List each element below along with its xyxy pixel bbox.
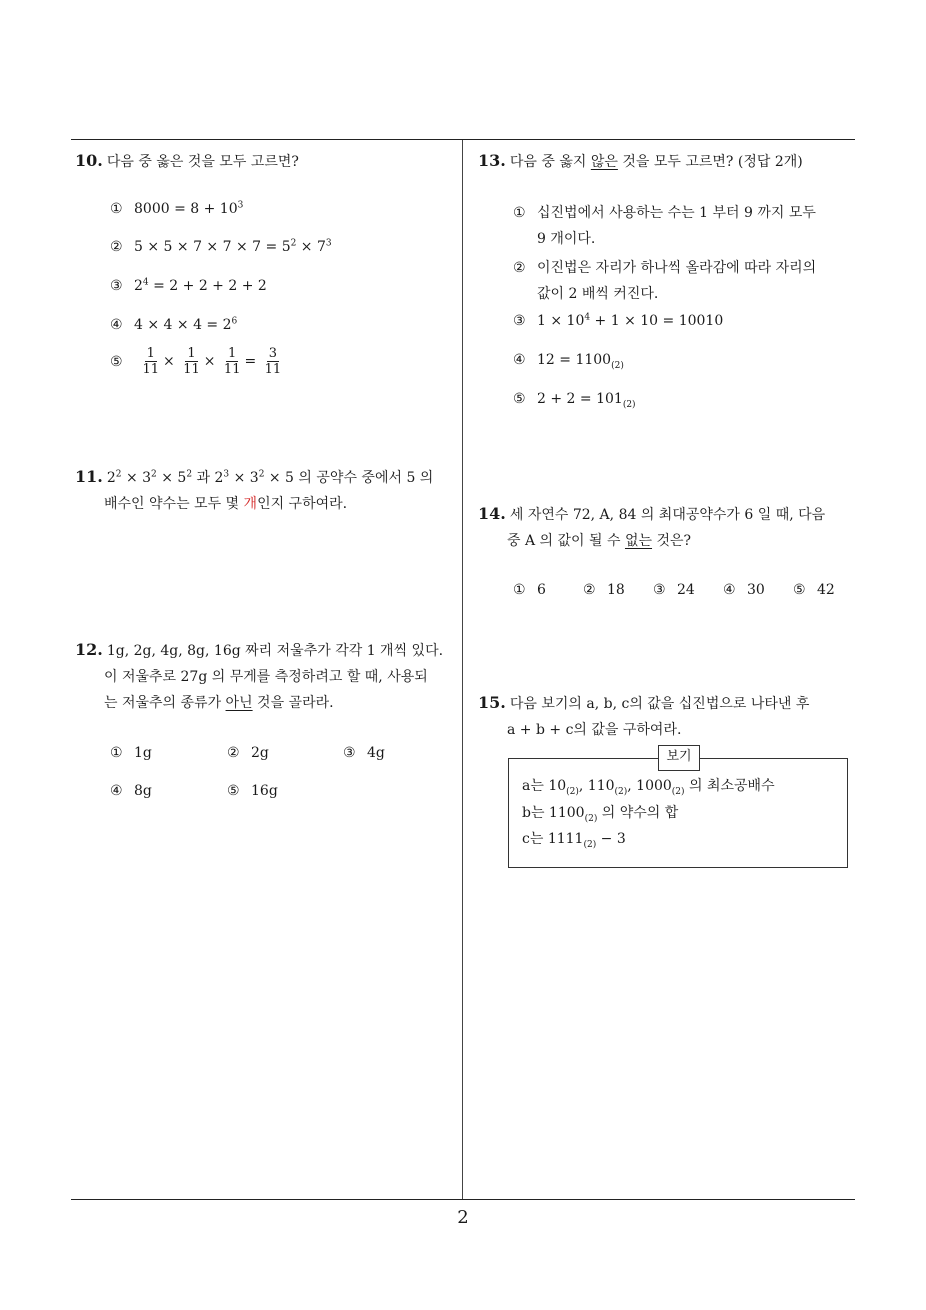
question-number: 14.	[478, 504, 506, 523]
fraction: $\frac{1}{11}$	[223, 346, 241, 377]
q13-option-4[interactable]: ④ $12 = 1100_{(2)}$	[513, 352, 624, 371]
q14-option-4[interactable]: ④ 30	[723, 582, 765, 598]
q12-option-5[interactable]: ⑤ 16g	[227, 783, 278, 799]
q10-option-3[interactable]: ③ $2^4 = 2 + 2 + 2 + 2$	[110, 277, 267, 294]
bogi-line-a: a는 $10_{(2)}$, $110_{(2)}$, $1000_{(2)}$ 의 최소공배수	[522, 778, 775, 797]
q10-option-5[interactable]: ⑤ $\frac{1}{11}$ × $\frac{1}{11}$ × $\frac{1}{11}$ = $\frac{3}{11}$	[110, 346, 282, 377]
q14-option-1[interactable]: ① 6	[513, 582, 546, 598]
q12-option-1[interactable]: ① 1g	[110, 745, 152, 761]
question-number: 13.	[478, 151, 506, 170]
question-11: 11. $2^2 \times 3^2 \times 5^2$ 과 $2^3 \times 3^2 \times 5$ 의 공약수 중에서 5 의 배수인 약수는 모두 몇 개인지 구하여라.	[75, 467, 434, 512]
fraction: $\frac{1}{11}$	[183, 346, 200, 377]
q14-option-5[interactable]: ⑤ 42	[793, 582, 835, 598]
q13-option-3[interactable]: ③ $1 \times 10^4 + 1 \times 10 = 10010$	[513, 312, 724, 329]
q12-option-3[interactable]: ③ 4g	[343, 745, 385, 761]
q10-option-4[interactable]: ④ $4 \times 4 \times 4 = 2^6$	[110, 316, 238, 333]
q13-option-2[interactable]: ② 이진법은 자리가 하나씩 올라감에 따라 자리의 값이 2 배씩 커진다.	[513, 260, 817, 302]
question-14: 14. 세 자연수 72, A, 84 의 최대공약수가 6 일 때, 다음 중 A 의 값이 될 수 없는 것은?	[478, 504, 826, 549]
q13-option-1[interactable]: ① 십진법에서 사용하는 수는 1 부터 9 까지 모두 9 개이다.	[513, 205, 816, 247]
q14-option-3[interactable]: ③ 24	[653, 582, 695, 598]
fraction: $\frac{1}{11}$	[142, 346, 159, 377]
question-13: 13. 다음 중 옳지 않은 것을 모두 고르면? (정답 2개)	[478, 151, 803, 170]
q10-option-2[interactable]: ② $5 \times 5 \times 7 \times 7 \times 7 = 5^2 \times 7^3$	[110, 238, 332, 255]
column-divider	[462, 140, 463, 1199]
q14-option-2[interactable]: ② 18	[583, 582, 625, 598]
bogi-line-c: c는 $1111_{(2)} - 3$	[522, 831, 626, 850]
q10-option-1[interactable]: ① $8000 = 8 + 10^3$	[110, 200, 244, 217]
question-12: 12. 1g, 2g, 4g, 8g, 16g 짜리 저울추가 각각 1 개씩 있다. 이 저울추로 27g 의 무게를 측정하려고 할 때, 사용되 는 저울추의 종류가 아닌 것을 골라라.	[75, 640, 444, 711]
question-15: 15. 다음 보기의 a, b, c의 값을 십진법으로 나타낸 후 a + b + c의 값을 구하여라.	[478, 693, 810, 738]
fraction: $\frac{3}{11}$	[264, 346, 282, 377]
question-10	[75, 148, 455, 175]
question-number: 12.	[75, 640, 103, 659]
question-number: 15.	[478, 693, 506, 712]
page-number: 2	[457, 1207, 469, 1228]
q12-option-2[interactable]: ② 2g	[227, 745, 269, 761]
question-text: 다음 중 옳은 것을 모두 고르면?	[106, 154, 299, 170]
q12-option-4[interactable]: ④ 8g	[110, 783, 152, 799]
bogi-title: 보기	[658, 745, 700, 771]
question-number: 11.	[75, 467, 103, 486]
top-rule	[71, 139, 855, 140]
q13-option-5[interactable]: ⑤ $2 + 2 = 101_{(2)}$	[513, 391, 636, 410]
bogi-line-b: b는 $1100_{(2)}$ 의 약수의 합	[522, 805, 679, 824]
bottom-rule	[71, 1199, 855, 1200]
question-number: 10.	[75, 151, 103, 170]
